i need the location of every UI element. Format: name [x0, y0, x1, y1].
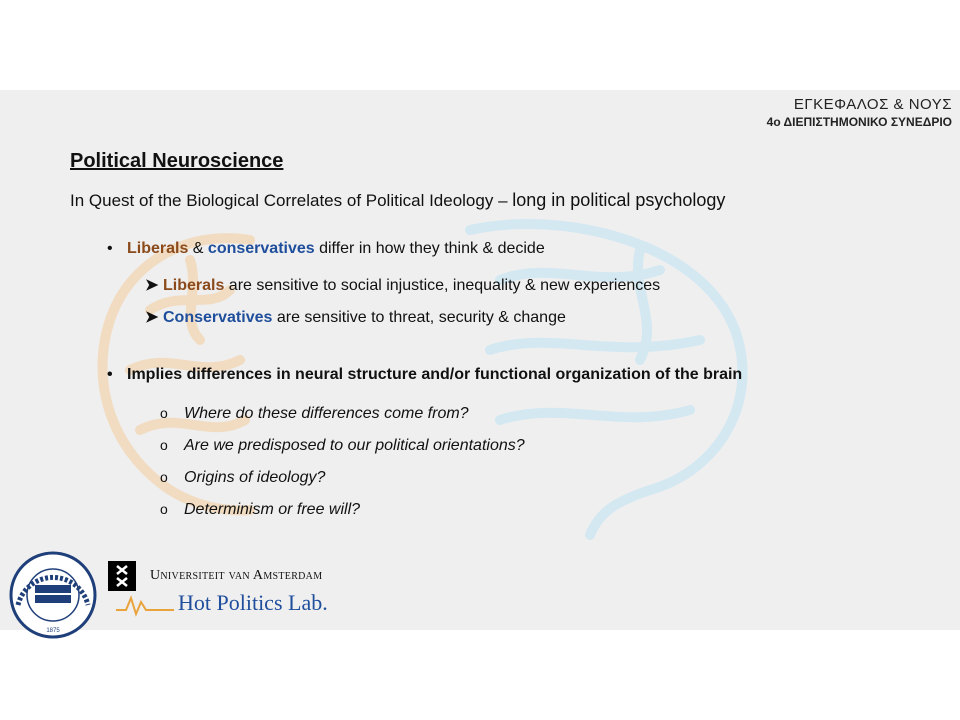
uva-name: Universiteit van Amsterdam	[150, 568, 323, 583]
conservatives-word: Conservatives	[163, 309, 273, 326]
question-item	[160, 501, 360, 519]
ampersand: &	[188, 240, 208, 257]
slide-title: Political Neuroscience	[70, 150, 284, 172]
liberals-word: Liberals	[127, 240, 189, 257]
question-item	[160, 405, 469, 423]
arrow-bullet-icon: ➤	[145, 309, 159, 326]
conservatives-word: conservatives	[207, 240, 315, 257]
sub-bullet-conservatives	[145, 307, 566, 327]
signal-wave-icon	[116, 592, 174, 618]
question-item	[160, 469, 325, 487]
question-text: Where do these differences come from?	[184, 405, 469, 422]
american-college-seal-icon	[8, 550, 98, 640]
conference-title: ΕΓΚΕΦΑΛΟΣ & ΝΟΥΣ	[793, 96, 952, 113]
subtitle-main: In Quest of the Biological Correlates of Political Ideology –	[70, 191, 513, 210]
circle-bullet-icon: o	[160, 501, 168, 517]
bullet-dot-icon: •	[107, 240, 113, 257]
bullet1-rest: differ in how they think & decide	[314, 240, 545, 257]
question-text: Origins of ideology?	[184, 469, 326, 486]
circle-bullet-icon: o	[160, 437, 168, 453]
sub1-rest: are sensitive to social injustice, inequality & new experiences	[224, 277, 661, 294]
conference-subtitle: 4ο ΔΙΕΠΙΣΤΗΜΟΝΙΚΟ ΣΥΝΕΔΡΙΟ	[766, 115, 952, 129]
hot-politics-lab-name: Hot Politics Lab.	[178, 590, 328, 615]
arrow-bullet-icon: ➤	[145, 277, 159, 294]
question-text: Are we predisposed to our political orientations?	[184, 437, 525, 454]
subtitle-tail: long in political psychology	[512, 190, 726, 210]
bullet-implies	[107, 366, 742, 384]
bullet2-text: Implies differences in neural structure and/or functional organization of the brain	[127, 366, 743, 383]
question-item	[160, 437, 525, 455]
bullet-dot-icon: •	[107, 366, 113, 383]
slide-subtitle	[70, 190, 725, 211]
question-text: Determinism or free will?	[184, 501, 361, 518]
liberals-word: Liberals	[163, 277, 225, 294]
sub-bullet-liberals	[145, 275, 660, 295]
bullet-liberals-conservatives	[107, 240, 545, 258]
circle-bullet-icon: o	[160, 405, 168, 421]
circle-bullet-icon: o	[160, 469, 168, 485]
uva-logo-icon	[108, 561, 136, 591]
sub2-rest: are sensitive to threat, security & change	[272, 309, 566, 326]
conference-header	[767, 96, 952, 129]
seal-year: 1875	[46, 628, 60, 634]
